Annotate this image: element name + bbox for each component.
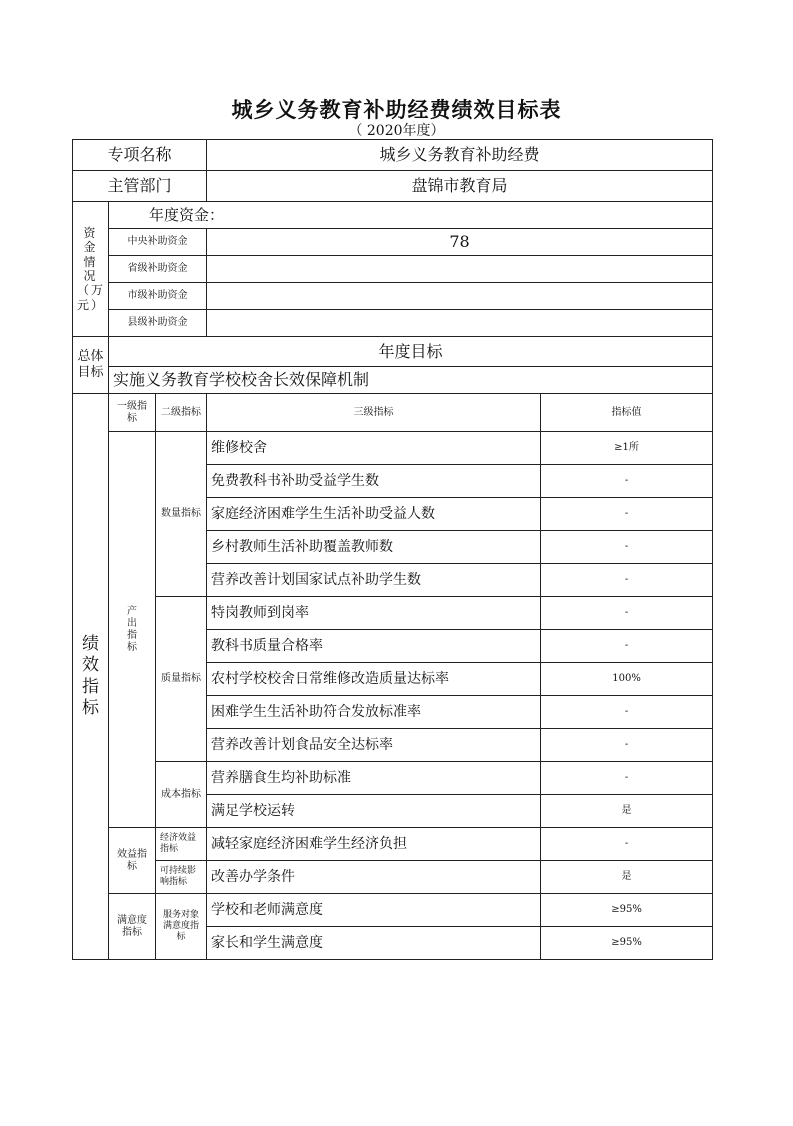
table-row	[73, 432, 713, 465]
indicator-value: -	[541, 762, 713, 795]
satisfaction-indicator-label: 满意度指标	[109, 894, 156, 960]
department-value: 盘锦市教育局	[207, 171, 713, 202]
service-satisfaction-label: 服务对象满意度指标	[156, 894, 207, 960]
indicator-value: -	[541, 729, 713, 762]
overall-goal-label: 总体目标	[73, 337, 109, 394]
department-label: 主管部门	[73, 171, 207, 202]
indicator-name: 家庭经济困难学生生活补助受益人数	[207, 498, 541, 531]
funds-row-label: 中央补助资金	[109, 229, 207, 256]
quality-indicator-label: 质量指标	[156, 597, 207, 762]
funds-group-label: 资金情况（万元）	[73, 202, 109, 337]
table-row	[73, 310, 713, 337]
econ-indicator-label: 经济效益指标	[156, 828, 207, 861]
performance-label: 绩效指标	[73, 394, 109, 960]
funds-row-value	[207, 256, 713, 283]
indicator-value: -	[541, 498, 713, 531]
table-row	[73, 202, 713, 229]
col-header-level3: 三级指标	[207, 394, 541, 432]
annual-funds-label: 年度资金：	[109, 202, 713, 229]
indicator-value: ≥95%	[541, 894, 713, 927]
table-row	[73, 171, 713, 202]
indicator-value: -	[541, 630, 713, 663]
table-row	[73, 894, 713, 927]
col-header-level2: 二级指标	[156, 394, 207, 432]
indicator-name: 家长和学生满意度	[207, 927, 541, 960]
page-title: 城乡义务教育补助经费绩效目标表	[231, 97, 562, 122]
indicator-name: 特岗教师到岗率	[207, 597, 541, 630]
table-row	[73, 140, 713, 171]
col-header-level1: 一级指标	[109, 394, 156, 432]
indicator-name: 减轻家庭经济困难学生经济负担	[207, 828, 541, 861]
output-indicator-label: 产出指标	[109, 432, 156, 828]
sustain-indicator-label: 可持续影响指标	[156, 861, 207, 894]
indicator-value: ≥95%	[541, 927, 713, 960]
table-row	[73, 828, 713, 861]
funds-row-label: 市级补助资金	[109, 283, 207, 310]
indicator-value: 是	[541, 795, 713, 828]
funds-row-label: 县级补助资金	[109, 310, 207, 337]
table-row	[73, 229, 713, 256]
indicator-name: 营养改善计划国家试点补助学生数	[207, 564, 541, 597]
goal-text: 实施义务教育学校校舍长效保障机制	[109, 367, 713, 394]
indicator-value: ≥1所	[541, 432, 713, 465]
indicator-name: 营养膳食生均补助标准	[207, 762, 541, 795]
table-row	[73, 367, 713, 394]
indicator-name: 乡村教师生活补助覆盖教师数	[207, 531, 541, 564]
funds-row-value	[207, 283, 713, 310]
indicator-name: 农村学校校舍日常维修改造质量达标率	[207, 663, 541, 696]
indicator-name: 免费教科书补助受益学生数	[207, 465, 541, 498]
indicator-name: 困难学生生活补助符合发放标准率	[207, 696, 541, 729]
indicator-name: 教科书质量合格率	[207, 630, 541, 663]
table-row	[73, 337, 713, 367]
indicator-value: -	[541, 564, 713, 597]
indicator-value: 100%	[541, 663, 713, 696]
col-header-value: 指标值	[541, 394, 713, 432]
indicator-value: -	[541, 696, 713, 729]
table-row	[73, 256, 713, 283]
table-row	[73, 283, 713, 310]
table-row	[73, 394, 713, 432]
indicator-value: 是	[541, 861, 713, 894]
indicator-name: 改善办学条件	[207, 861, 541, 894]
project-name-value: 城乡义务教育补助经费	[207, 140, 713, 171]
funds-row-label: 省级补助资金	[109, 256, 207, 283]
table-row	[73, 762, 713, 795]
project-name-label: 专项名称	[73, 140, 207, 171]
funds-row-value	[207, 310, 713, 337]
indicator-name: 学校和老师满意度	[207, 894, 541, 927]
indicator-name: 满足学校运转	[207, 795, 541, 828]
funds-row-value: 78	[207, 229, 713, 256]
performance-table	[72, 139, 713, 960]
indicator-value: -	[541, 531, 713, 564]
page-subtitle: （ 2020年度）	[348, 123, 445, 139]
indicator-value: -	[541, 828, 713, 861]
benefit-indicator-label: 效益指标	[109, 828, 156, 894]
indicator-name: 营养改善计划食品安全达标率	[207, 729, 541, 762]
table-row	[73, 861, 713, 894]
indicator-value: -	[541, 465, 713, 498]
annual-goal-label: 年度目标	[109, 337, 713, 367]
quantity-indicator-label: 数量指标	[156, 432, 207, 597]
indicator-value: -	[541, 597, 713, 630]
indicator-name: 维修校舍	[207, 432, 541, 465]
table-row	[73, 597, 713, 630]
cost-indicator-label: 成本指标	[156, 762, 207, 828]
